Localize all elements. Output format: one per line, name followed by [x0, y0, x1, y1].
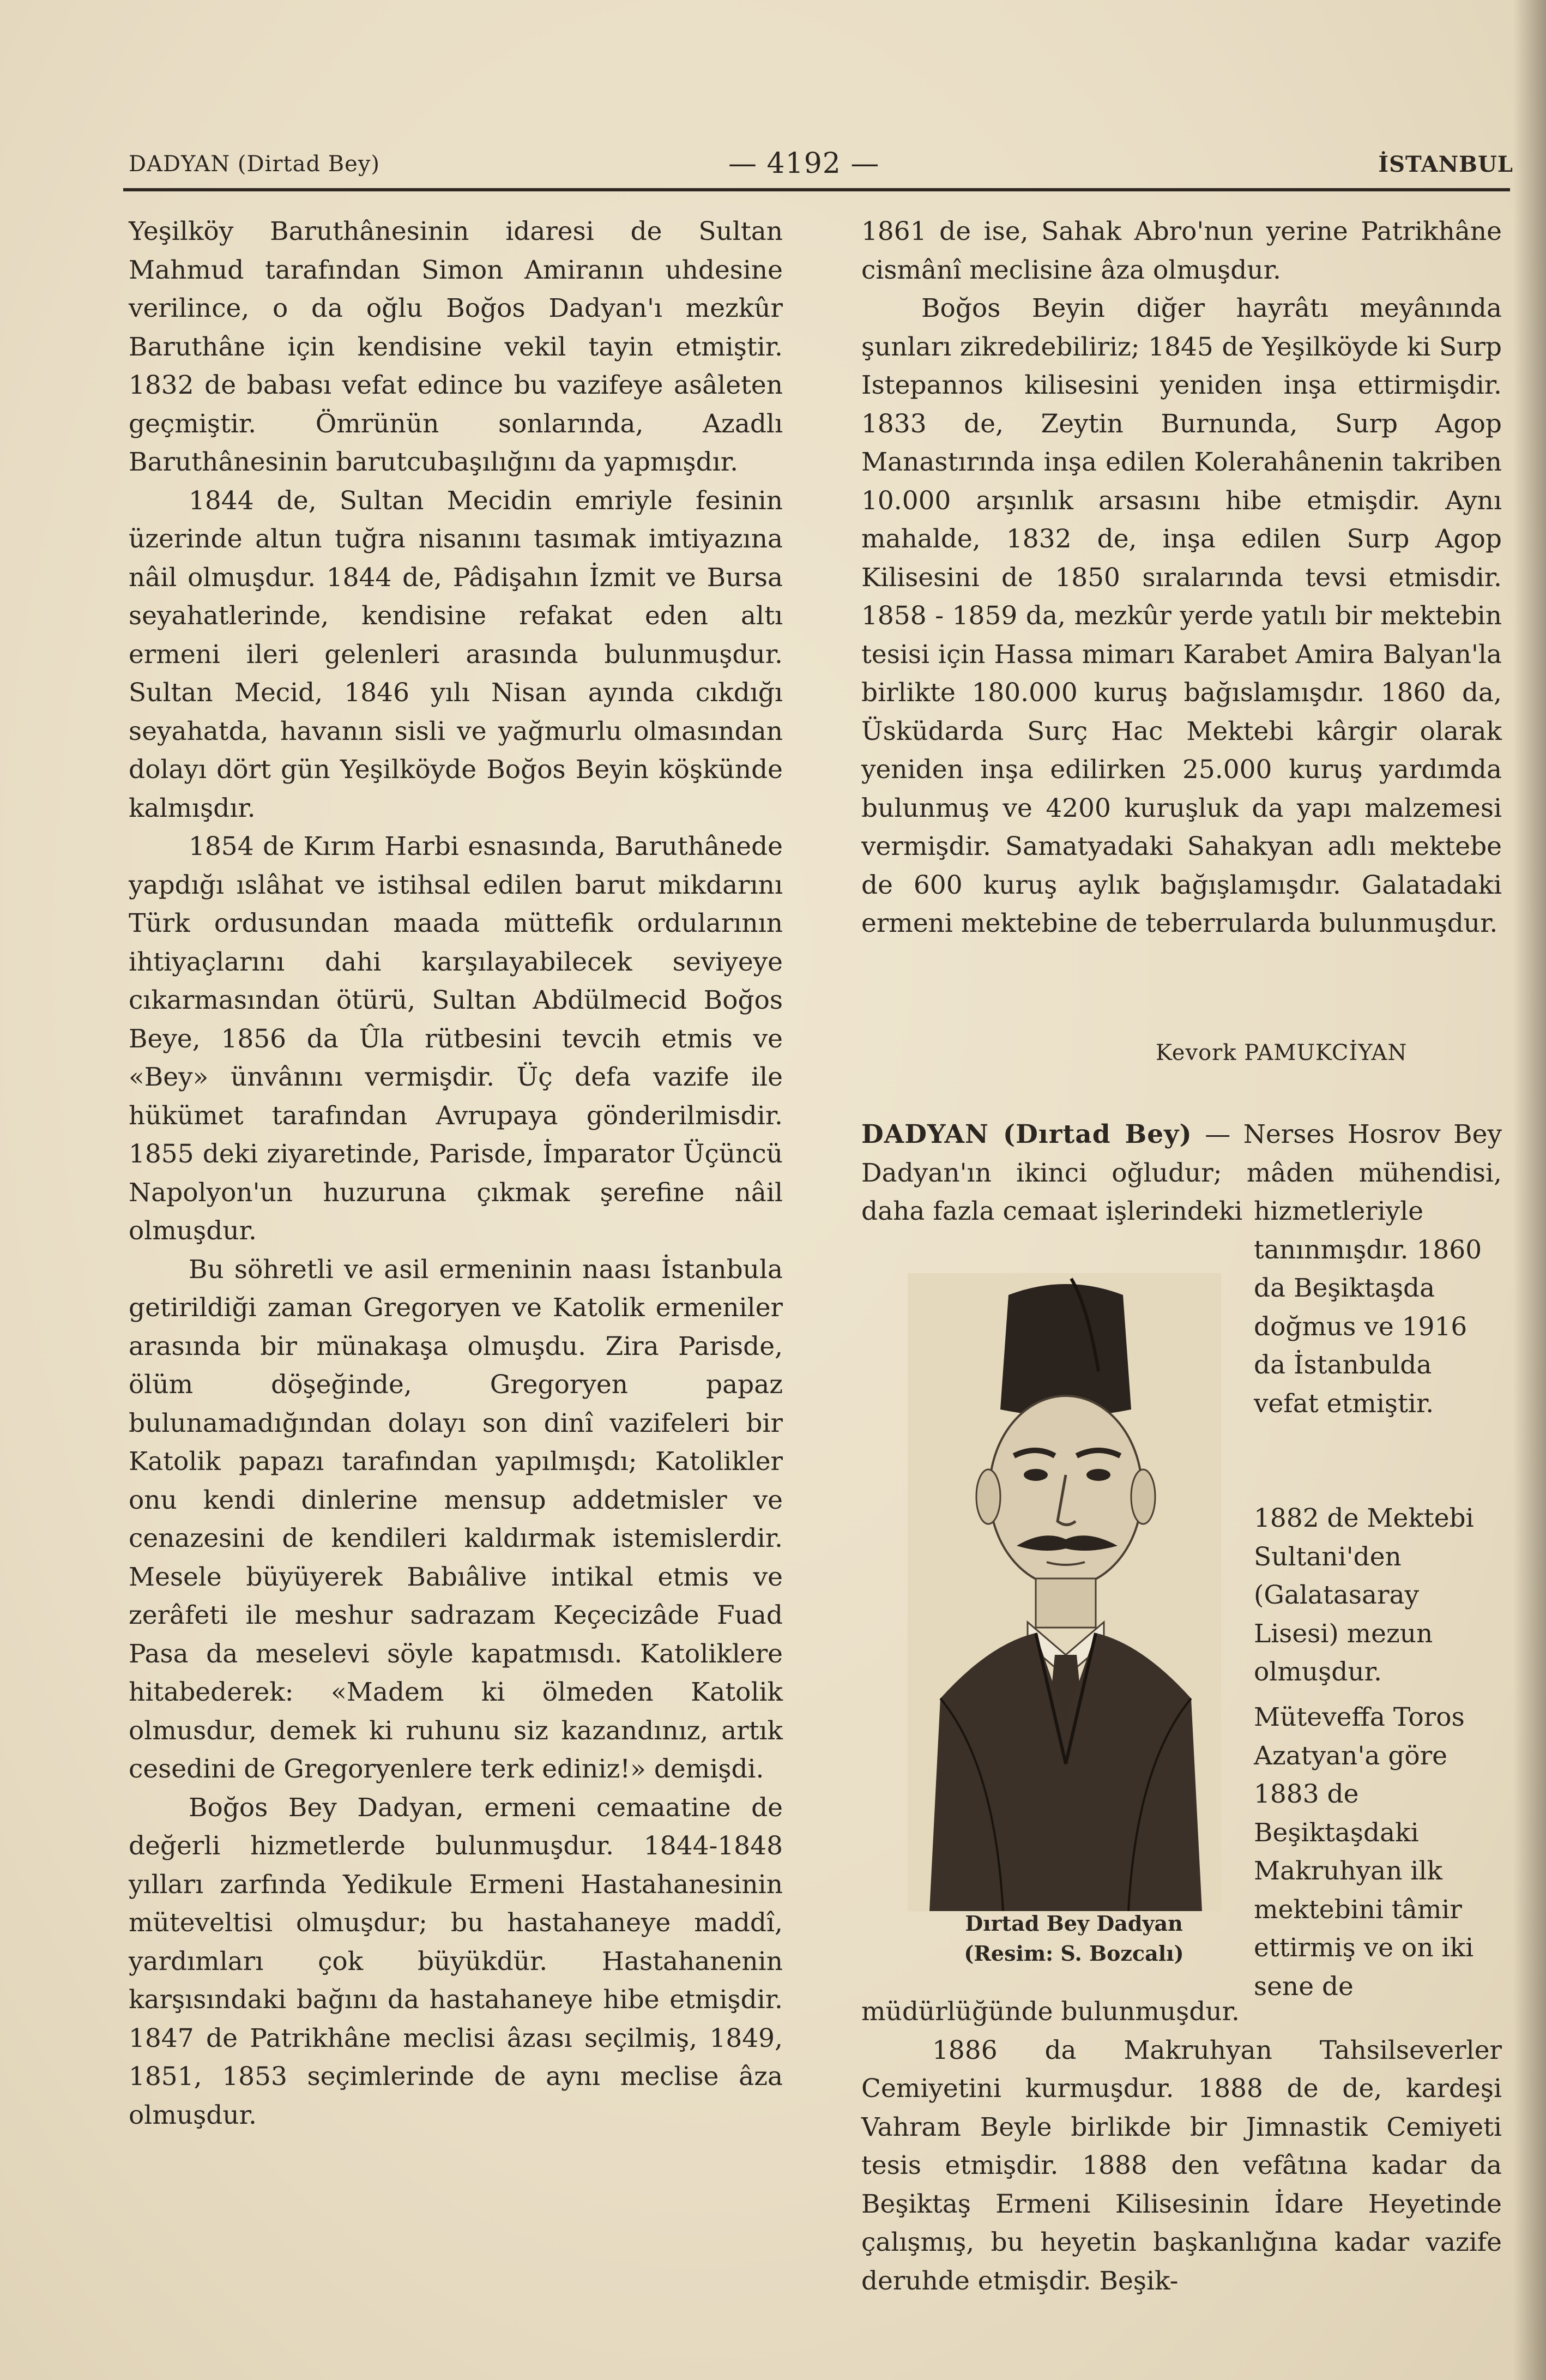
- paragraph: müdürlüğünde bulunmuşdur.: [861, 1997, 1240, 2027]
- caption-credit: (Resim: S. Bozcalı): [964, 1941, 1184, 1966]
- paragraph: Bu söhretli ve asil ermeninin naası İstanbula getirildiği zaman Gregoryen ve Katolik ermeniler arasında bir münakaşa olmuşdu. Zira Parisde, ölüm döşeğinde, Gregoryen papaz bulunamadığından dolayı son dinî vazifeleri bir Katolik papazı tarafından yapılmışdı; Katolikler onu kendi dinlerine mensup addetmisler ve cenazesini de kendileri kaldırmak istemislerdir. Mesele büyüyerek Babıâlive intikal etmis ve zerâfeti ile meshur sadrazam Keçecizâde Fuad Pasa da meselevi söyle kapatmısdı. Katoliklere hitabederek: «Madem ki ölmeden Katolik olmusdur, demek ki ruhunu siz kazandınız, artık cesedini de Gregoryenlere terk ediniz!» demişdi.: [129, 1254, 783, 1784]
- author-signature: Kevork PAMUKCİYAN: [1156, 1040, 1408, 1065]
- header-rule: [123, 188, 1510, 191]
- right-column: [861, 213, 1502, 943]
- paragraph: 1886 da Makruhyan Tahsilseverler Cemiyetini kurmuşdur. 1888 de de, kardeşi Vahram Beyle birlikde bir Jimnastik Cemiyeti tesis etmişdir. 1888 den vefâtına kadar da Beşiktaş Ermeni Kilisesinin İdare Heyetinde çalışmış, bu heyetin başkanlığına kadar vazife deruhde etmişdir. Beşik-: [861, 2035, 1502, 2296]
- entry-narrow-text: 1882 de Mektebi Sultani'den (Galatasaray Lisesi) mezun olmuşdur.: [1254, 1503, 1474, 1687]
- entry-continuation: [861, 1993, 1502, 2300]
- paragraph: 1844 de, Sultan Mecidin emriyle fesinin üzerinde altun tuğra nisanını tasımak imtiyazına nâil olmuşdur. 1844 de, Pâdişahın İzmit ve Bursa seyahatlerinde, kendisine refakat eden altı ermeni ileri gelenleri arasında bulunmuşdur. Sultan Mecid, 1846 yılı Nisan ayında cıkdığı seyahatda, havanın sisli ve yağmurlu olmasından dolayı dört gün Yeşilköyde Boğos Beyin köşkünde kalmışdır.: [129, 485, 783, 823]
- portrait-image: [908, 1273, 1221, 1911]
- caption-name: Dırtad Bey Dadyan: [965, 1911, 1183, 1936]
- portrait-caption: [927, 1908, 1221, 1968]
- entry-narrow-text: hizmetleriyle tanınmışdır. 1860 da Beşiktaşda doğmus ve 1916 da İstanbulda vefat etmiştir.: [1254, 1196, 1482, 1419]
- entry-name: DADYAN (Dırtad Bey): [861, 1119, 1192, 1149]
- page-number: — 4192 —: [728, 147, 880, 180]
- paragraph: Boğos Beyin diğer hayrâtı meyânında şunları zikredebiliriz; 1845 de Yeşilköyde ki Surp Istepannos kilisesini yeniden inşa ettirmişdir. 1833 de, Zeytin Burnunda, Surp Agop Manastırında inşa edilen Kolerahânenin takriben 10.000 arşınlık arsasını hibe etmişdir. Aynı mahalde, 1832 de, inşa edilen Surp Agop Kilisesini de 1850 sıralarında tevsi etmisdir. 1858 - 1859 da, mezkûr yerde yatılı bir mektebin tesisi için Hassa mimarı Karabet Amira Balyan'la birlikte 180.000 kuruş bağıslamışdır. 1860 da, Üsküdarda Surç Hac Mektebi kârgir olarak yeniden inşa edilirken 25.000 kuruş yardımda bulunmuş ve 4200 kuruşluk da yapı malzemesi vermişdir. Samatyadaki Sahakyan adlı mektebe de 600 kuruş aylık bağışlamışdır. Galatadaki ermeni mektebine de teberrularda bulunmuşdur.: [861, 293, 1502, 938]
- entry-narrow-text: Müteveffa Toros Azatyan'a göre 1883 de Beşiktaşdaki Makruhyan ilk mektebini tâmir ettirmiş ve on iki sene de: [1254, 1702, 1474, 2002]
- paragraph: 1854 de Kırım Harbi esnasında, Baruthânede yapdığı ıslâhat ve istihsal edilen barut mikdarını Türk ordusundan maada müttefik ordularının ihtiyaçlarını dahi karşılayabilecek seviyeye cıkarmasından ötürü, Sultan Abdülmecid Boğos Beye, 1856 da Ûla rütbesini tevcih etmis ve «Bey» ünvânını vermişdir. Üç defa vazife ile hükümet tarafından Avrupaya gönderilmisdir. 1855 deki ziyaretinde, Parisde, İmparator Üçüncü Napolyon'un huzuruna çıkmak şerefine nâil olmuşdur.: [129, 832, 783, 1246]
- paragraph: Yeşilköy Baruthânesinin idaresi de Sultan Mahmud tarafından Simon Amiranın uhdesine verilince, o da oğlu Boğos Dadyan'ı mezkûr Baruthâne için kendisine vekil tayin etmiştir. 1832 de babası vefat edince bu vazifeye asâleten geçmiştir. Ömrünün sonlarında, Azadlı Baruthânesinin barutcubaşılığını da yapmışdır.: [129, 216, 783, 477]
- header-volume-title: İSTANBUL: [1378, 152, 1513, 177]
- left-column: [129, 213, 783, 2135]
- page-edge-shadow: [1513, 0, 1546, 2380]
- header-entry-title: DADYAN (Dirtad Bey): [129, 152, 381, 177]
- running-header: [129, 147, 1513, 190]
- entry-intro-text: — Nerses Hosrov Bey Dadyan'ın ikinci oğludur; mâden mühendisi, daha fazla cemaat işlerindeki: [861, 1119, 1502, 1226]
- paragraph: 1861 de ise, Sahak Abro'nun yerine Patrikhâne cismânî meclisine âza olmuşdur.: [861, 216, 1502, 285]
- paragraph: Boğos Bey Dadyan, ermeni cemaatine de değerli hizmetlerde bulunmuşdur. 1844-1848 yılları zarfında Yedikule Ermeni Hastahanesinin müteveltisi olmuşdur; bu hastahaneye maddî, yardımları çok büyükdür. Hastahanenin karşısındaki bağını da hastahaneye hibe etmişdir. 1847 de Patrikhâne meclisi âzası seçilmiş, 1849, 1851, 1853 seçimlerinde de aynı meclise âza olmuşdur.: [129, 1792, 783, 2130]
